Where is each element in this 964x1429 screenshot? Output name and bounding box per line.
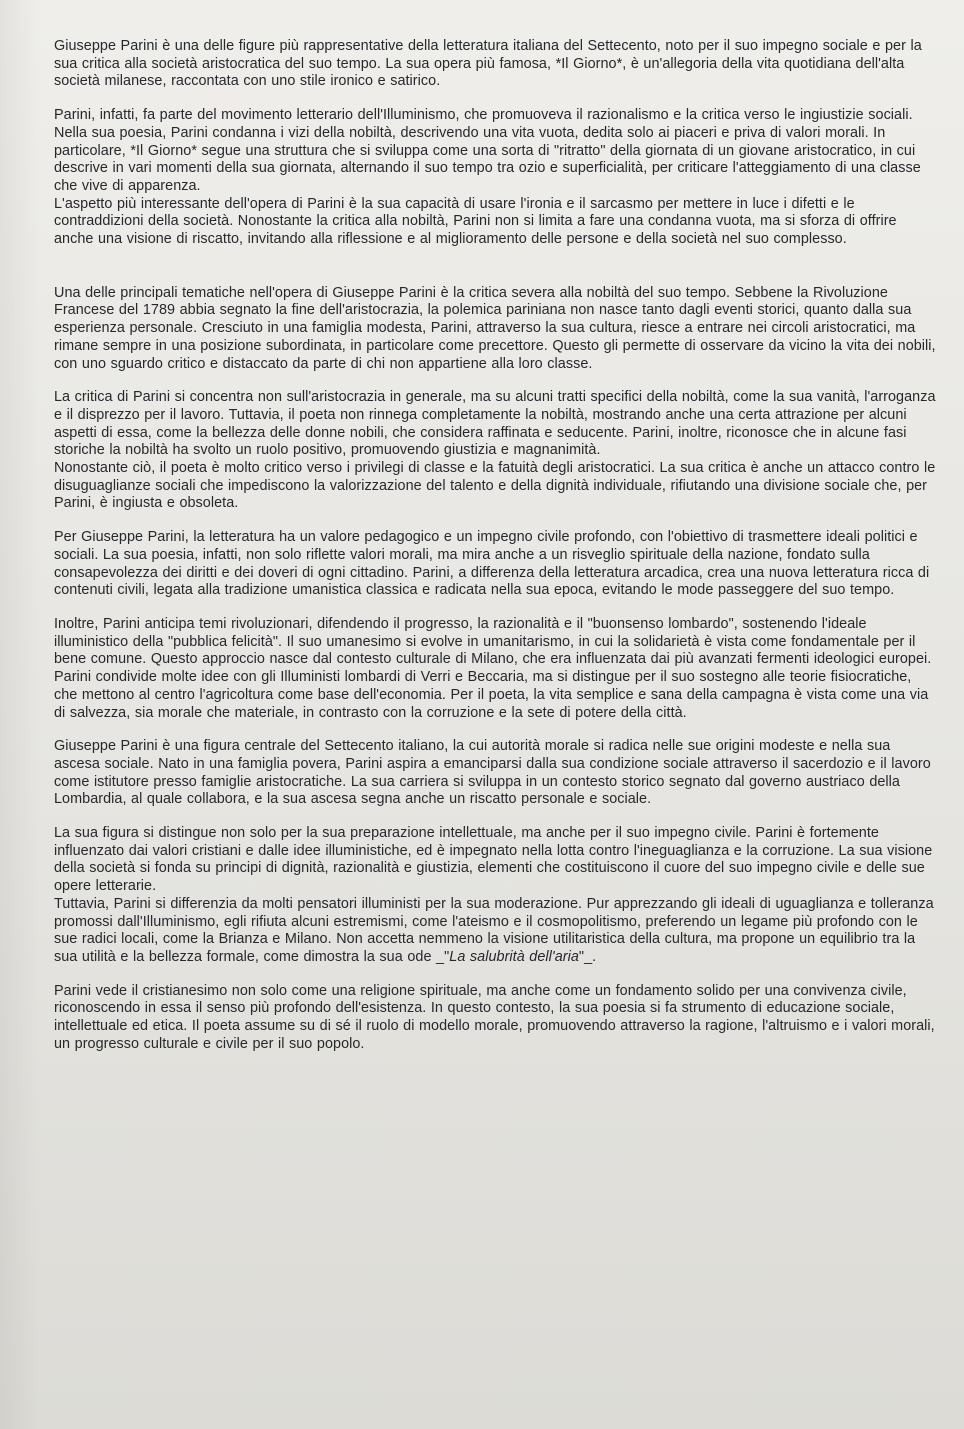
- paragraph-letteratura: Per Giuseppe Parini, la letteratura ha un valore pedagogico e un impegno civile profondo, con l'obiettivo di trasmettere ideali politici e sociali. La sua poesia, infatti, non solo riflette valori morali, ma mira anche a un risveglio spirituale della nazione, fondato sulla consapevolezza dei diritti e dei doveri di ogni cittadino. Parini, a differenza della letteratura arcadica, crea una nuova letteratura ricca di contenuti civili, legata alla tradizione umanistica classica e radicata nella sua epoca, evitando le mode passeggere del suo tempo.: [54, 529, 930, 599]
- paragraph-cristianesimo: Parini vede il cristianesimo non solo come una religione spirituale, ma anche come un fondamento solido per una convivenza civile, riconoscendo in essa il senso più profondo dell'esistenza. In questo contesto, la sua poesia si fa strumento di educazione sociale, intellettuale ed etica. Il poeta assume su di sé il ruolo di modello morale, promuovendo attraverso la ragione, l'altruismo e i valori morali, un progresso culturale e civile per il suo popolo.: [54, 982, 935, 1052]
- paragraph-impegno-civile: La sua figura si distingue non solo per la sua preparazione intellettuale, ma anche per il suo impegno civile. Parini è fortemente influenzato dai valori cristiani e dalle idee illuministiche, ed è impegnato nella lotta contro l'ineguaglianza e la corruzione. La sua visione della società si fonda su principi di dignità, razionalità e giustizia, elementi che costituiscono il cuore del suo impegno civile e delle sue opere letterarie.: [54, 825, 933, 895]
- ode-suffix: "_.: [578, 948, 597, 965]
- ode-title: La salubrità dell'aria: [449, 948, 579, 965]
- paragraph-illuminismo: Parini, infatti, fa parte del movimento letterario dell'Illuminismo, che promuoveva il razionalismo e la critica verso le ingiustizie sociali. Nella sua poesia, Parini condanna i vizi della nobiltà, descrivendo una vita vuota, dedita solo ai piaceri e priva di valori morali. In particolare, *Il Giorno* segue una struttura che si sviluppa come una sorta di "ritratto" della giornata di un giovane aristocratico, in cui descrive in vari momenti della sua giornata, alternando il suo tempo tra ozio e superficialità, per criticare l'atteggiamento di una classe che vive di apparenza.: [54, 107, 921, 194]
- paragraph-intro: Giuseppe Parini è una delle figure più rappresentative della letteratura italiana del Settecento, noto per il suo impegno sociale e per la sua critica alla società aristocratica del suo tempo. La sua opera più famosa, *Il Giorno*, è un'allegoria della vita quotidiana dell'alta società milanese, raccontata con uno stile ironico e satirico.: [54, 38, 922, 90]
- paragraph-fisiocratiche: Parini condivide molte idee con gli Illuministi lombardi di Verri e Beccaria, ma si distingue per il suo sostegno alle teorie fisiocratiche, che mettono al centro l'agricoltura come base dell'economia. Per il poeta, la vita semplice e sana della campagna è vista come una via di salvezza, sia morale che materiale, in contrasto con la corruzione e la sete di potere della città.: [54, 669, 929, 721]
- paragraph-privilegi: Nonostante ciò, il poeta è molto critico verso i privilegi di classe e la fatuità degli aristocratici. La sua critica è anche un attacco contro le disuguaglianze sociali che impediscono la valorizzazione del talento e della dignità individuale, rifiutando una divisione sociale che, per Parini, è ingiusta e obsoleta.: [54, 460, 936, 512]
- paragraph-ironia: L'aspetto più interessante dell'opera di Parini è la sua capacità di usare l'ironia e il sarcasmo per mettere in luce i difetti e le contraddizioni della società. Nonostante la critica alla nobiltà, Parini non si limita a fare una condanna vuota, ma si sforza di offrire anche una visione di riscatto, invitando alla riflessione e al miglioramento delle persone e della società nel suo complesso.: [54, 195, 897, 248]
- moderazione-text: Tuttavia, Parini si differenzia da molti pensatori illuministi per la sua moderazione. Pur apprezzando gli ideali di uguaglianza e tolleranza promossi dall'Illuminismo, egli rifiuta alcuni estremismi, come l'ateismo e il cosmopolitismo, preferendo un legame più profondo con le sue radici locali, come la Brianza e Milano. Non accetta nemmeno la visione utilitaristica della cultura, ma propone un equilibrio tra la sua utilità e la bellezza formale, come dimostra la sua ode _": [54, 895, 934, 965]
- paragraph-figura-centrale: Giuseppe Parini è una figura centrale del Settecento italiano, la cui autorità morale si radica nelle sue origini modeste e nella sua ascesa sociale. Nato in una famiglia povera, Parini aspira a emanciparsi dalla sua condizione sociale attraverso il sacerdozio e il lavoro come istitutore presso famiglie aristocratiche. La sua carriera si sviluppa in un contesto storico segnato dal governo austriaco della Lombardia, al quale collabora, e la sua ascesa segna anche un riscatto personale e sociale.: [54, 738, 931, 808]
- paragraph-tratti-nobilta: La critica di Parini si concentra non sull'aristocrazia in generale, ma su alcuni tratti specifici della nobiltà, come la sua vanità, l'arroganza e il disprezzo per il lavoro. Tuttavia, il poeta non rinnega completamente la nobiltà, mostrando anche una certa attrazione per alcuni aspetti di essa, come la bellezza delle donne nobili, che considera raffinata e seducente. Parini, inoltre, riconosce che in alcune fasi storiche la nobiltà ha svolto un ruolo positivo, promuovendo giustizia e magnanimità.: [54, 389, 936, 459]
- paragraph-moderazione: [54, 896, 936, 967]
- paragraph-critica-nobilta: Una delle principali tematiche nell'opera di Giuseppe Parini è la critica severa alla nobiltà del suo tempo. Sebbene la Rivoluzione Francese del 1789 abbia segnato la fine dell'aristocrazia, la polemica pariniana non nasce tanto dagli eventi storici, quanto dalla sua esperienza personale. Cresciuto in una famiglia modesta, Parini, attraverso la sua cultura, riesce a entrare nei circoli aristocratici, ma rimane sempre in una posizione subordinata, in particolare come precettore. Questo gli permette di osservare da vicino la vita dei nobili, con uno sguardo critico e distaccato da parte di chi non appartiene alla loro classe.: [54, 284, 936, 372]
- paragraph-temi-rivoluzionari: Inoltre, Parini anticipa temi rivoluzionari, difendendo il progresso, la razionalità e il "buonsenso lombardo", sostenendo l'ideale illuministico della "pubblica felicità". Il suo umanesimo si evolve in umanitarismo, in cui la solidarietà è vista come fondamentale per il bene comune. Questo approccio nasce dal contesto culturale di Milano, che era influenzata dai più avanzati fermenti ideologici europei.: [54, 615, 932, 668]
